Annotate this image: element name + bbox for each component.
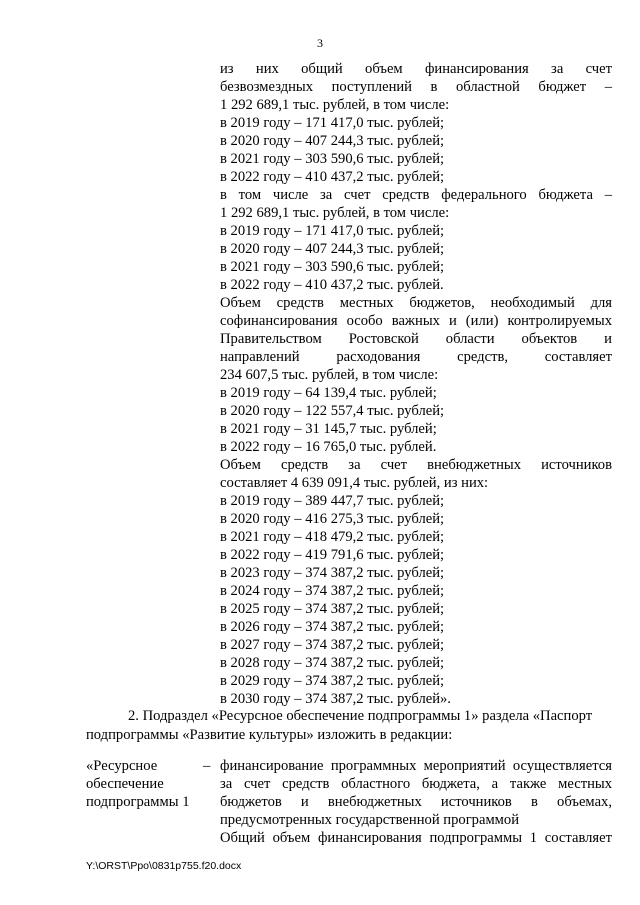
- passport-label-line: «Ресурсное: [86, 758, 158, 774]
- passport-label-line: подпрограммы 1: [86, 794, 190, 810]
- financing-line: безвозмездных поступлений в областной бюджет –: [220, 79, 612, 95]
- financing-line: в 2027 году – 374 387,2 тыс. рублей;: [220, 637, 445, 653]
- financing-line: в 2021 году – 418 479,2 тыс. рублей;: [220, 529, 445, 545]
- page-number: 3: [317, 36, 323, 50]
- financing-line: направлений расходования средств, составляет: [220, 349, 612, 365]
- financing-line: в 2019 году – 64 139,4 тыс. рублей;: [220, 385, 437, 401]
- financing-line: в 2019 году – 171 417,0 тыс. рублей;: [220, 115, 445, 131]
- financing-line: Объем средств за счет внебюджетных источников: [220, 457, 612, 473]
- passport-text-line: бюджетов и внебюджетных источников в объемах,: [220, 794, 612, 810]
- financing-line: в 2019 году – 171 417,0 тыс. рублей;: [220, 223, 445, 239]
- financing-line: в 2022 году – 410 437,2 тыс. рублей;: [220, 169, 445, 185]
- financing-line: в 2022 году – 16 765,0 тыс. рублей.: [220, 439, 437, 455]
- financing-line: в 2020 году – 416 275,3 тыс. рублей;: [220, 511, 445, 527]
- passport-text-line: предусмотренных государственной программой: [220, 812, 520, 828]
- passport-label-line: обеспечение: [86, 776, 164, 792]
- financing-line: софинансирования особо важных и (или) контролируемых: [220, 313, 612, 329]
- passport-row-dash: –: [203, 758, 211, 774]
- financing-line: в 2023 году – 374 387,2 тыс. рублей;: [220, 565, 445, 581]
- financing-line: в 2022 году – 419 791,6 тыс. рублей;: [220, 547, 445, 563]
- passport-text-line: финансирование программных мероприятий осуществляется: [220, 758, 612, 774]
- section-2-line-1: 2. Подраздел «Ресурсное обеспечение подпрограммы 1» раздела «Паспорт: [128, 708, 593, 724]
- financing-line: в 2020 году – 407 244,3 тыс. рублей;: [220, 241, 445, 257]
- passport-row-text: [220, 757, 612, 847]
- financing-text-block: [220, 60, 612, 708]
- passport-row-label: [86, 757, 204, 811]
- financing-line: в 2022 году – 410 437,2 тыс. рублей.: [220, 277, 444, 293]
- financing-line: в том числе за счет средств федерального бюджета –: [220, 187, 612, 203]
- financing-line: в 2021 году – 303 590,6 тыс. рублей;: [220, 259, 445, 275]
- financing-line: в 2020 году – 407 244,3 тыс. рублей;: [220, 133, 445, 149]
- financing-line: Объем средств местных бюджетов, необходимый для: [220, 295, 612, 311]
- financing-line: в 2026 году – 374 387,2 тыс. рублей;: [220, 619, 445, 635]
- financing-line: 1 292 689,1 тыс. рублей, в том числе:: [220, 97, 450, 113]
- financing-line: в 2025 году – 374 387,2 тыс. рублей;: [220, 601, 445, 617]
- financing-line: 234 607,5 тыс. рублей, в том числе:: [220, 367, 439, 383]
- financing-line: в 2020 году – 122 557,4 тыс. рублей;: [220, 403, 445, 419]
- financing-line: в 2021 году – 31 145,7 тыс. рублей;: [220, 421, 437, 437]
- financing-line: в 2024 году – 374 387,2 тыс. рублей;: [220, 583, 445, 599]
- financing-line: составляет 4 639 091,4 тыс. рублей, из них:: [220, 475, 489, 491]
- financing-line: в 2028 году – 374 387,2 тыс. рублей;: [220, 655, 445, 671]
- passport-text-line: за счет средств областного бюджета, а также местных: [220, 776, 612, 792]
- financing-line: из них общий объем финансирования за счет: [220, 61, 612, 77]
- section-2-paragraph: [86, 707, 612, 745]
- financing-line: в 2029 году – 374 387,2 тыс. рублей;: [220, 673, 445, 689]
- financing-line: в 2021 году – 303 590,6 тыс. рублей;: [220, 151, 445, 167]
- financing-line: в 2019 году – 389 447,7 тыс. рублей;: [220, 493, 445, 509]
- section-2-line-2: подпрограммы «Развитие культуры» изложить в редакции:: [86, 727, 453, 743]
- footer-file-path: Y:\ORST\Ppo\0831p755.f20.docx: [86, 860, 242, 872]
- passport-text-line: Общий объем финансирования подпрограммы 1 составляет: [220, 830, 612, 846]
- financing-line: 1 292 689,1 тыс. рублей, в том числе:: [220, 205, 450, 221]
- financing-line: Правительством Ростовской области объектов и: [220, 331, 612, 347]
- financing-line: в 2030 году – 374 387,2 тыс. рублей».: [220, 691, 451, 707]
